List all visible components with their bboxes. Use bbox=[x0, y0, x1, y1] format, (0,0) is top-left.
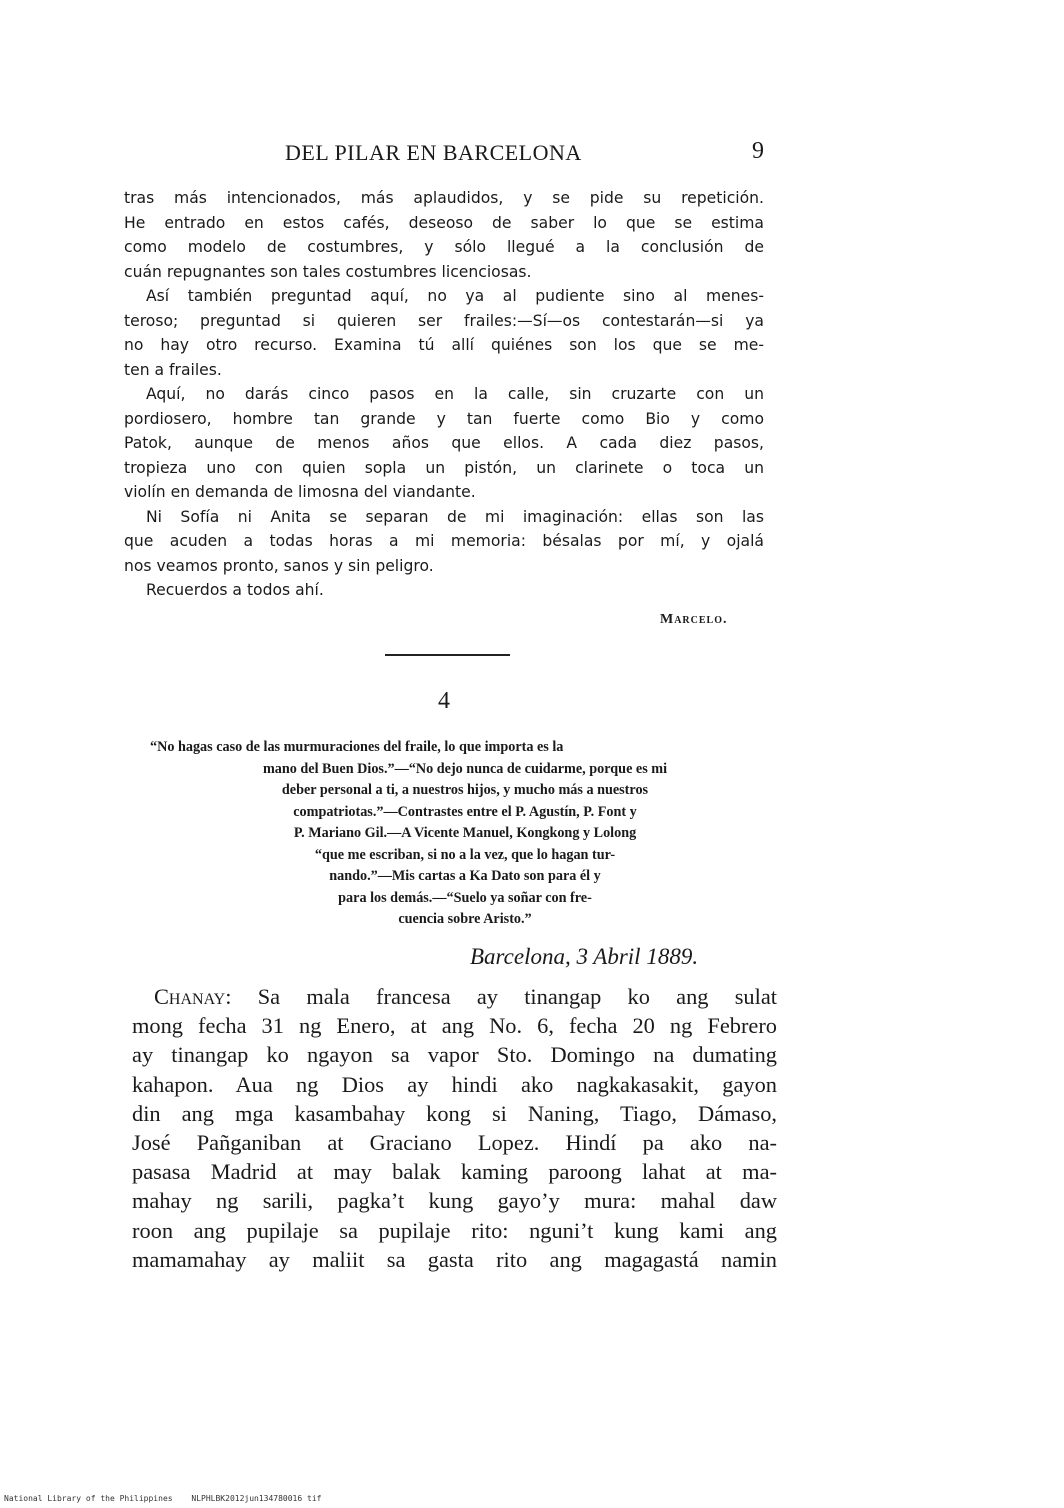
text-line: kahapon. Aua ng Dios ay hindi ako nagkakasakit, gayon bbox=[132, 1071, 777, 1097]
first-line-text: Sa mala francesa ay tinangap ko ang sulat bbox=[257, 984, 777, 1009]
text-line: mahay ng sarili, pagka’t kung gayo’y mura: mahal daw bbox=[132, 1188, 777, 1214]
summary-line: “No hagas caso de las murmuraciones del fraile, lo que importa es la bbox=[150, 739, 564, 755]
text-line: He entrado en estos cafés, deseoso de saber lo que se estima bbox=[124, 213, 764, 232]
text-line: din ang mga kasambahay kong si Naning, Tiago, Dámaso, bbox=[132, 1100, 777, 1126]
text-line: pasasa Madrid at may balak kaming paroong lahat at ma- bbox=[132, 1159, 777, 1185]
section-divider bbox=[385, 654, 510, 656]
letter-summary bbox=[150, 737, 780, 931]
text-line: Recuerdos a todos ahí. bbox=[146, 581, 324, 599]
previous-letter-text bbox=[124, 186, 764, 603]
text-line: roon ang pupilaje sa pupilaje rito: nguni’t kung kami ang bbox=[132, 1217, 777, 1243]
paragraph bbox=[124, 382, 764, 505]
text-line: ay tinangap ko ngayon sa vapor Sto. Domingo na dumating bbox=[132, 1042, 777, 1068]
text-line: Ni Sofía ni Anita se separan de mi imaginación: ellas son las bbox=[146, 507, 764, 526]
text-line: tropieza uno con quien sopla un pistón, un clarinete o toca un bbox=[124, 458, 764, 477]
text-line: José Pañganiban at Graciano Lopez. Hindí pa ako na- bbox=[132, 1130, 777, 1156]
text-line: nos veamos pronto, sanos y sin peligro. bbox=[124, 556, 434, 575]
text-line: no hay otro recurso. Examina tú allí quiénes son los que se me- bbox=[124, 336, 764, 354]
summary-line: cuencia sobre Aristo.” bbox=[398, 911, 532, 927]
library-credit: National Library of the Philippines bbox=[4, 1494, 173, 1503]
text-line: ten a frailes. bbox=[124, 360, 222, 379]
summary-line: mano del Buen Dios.”—“No dejo nunca de cuidarme, porque es mi bbox=[262, 760, 668, 777]
text-line: que acuden a todas horas a mi memoria: bésalas por mí, y ojalá bbox=[124, 532, 764, 550]
text-line: pordiosero, hombre tan grande y tan fuerte como Bio y como bbox=[124, 409, 764, 428]
salutation: Chanay: bbox=[154, 984, 232, 1009]
text-line: como modelo de costumbres, y sólo llegué a la conclusión de bbox=[124, 238, 764, 256]
scan-footer bbox=[4, 1494, 335, 1503]
text-line: mamamahay ay maliit sa gasta rito ang magagastá namin bbox=[132, 1246, 777, 1272]
paragraph bbox=[124, 505, 764, 579]
signature: Marcelo. bbox=[660, 612, 728, 627]
running-head: DEL PILAR EN BARCELONA bbox=[285, 140, 582, 165]
text-line: Aquí, no darás cinco pasos en la calle, sin cruzarte con un bbox=[146, 385, 764, 403]
paragraph bbox=[124, 186, 764, 284]
summary-line: deber personal a ti, a nuestros hijos, y mucho más a nuestros bbox=[281, 782, 649, 798]
summary-line: para los demás.—“Suelo ya soñar con fre- bbox=[338, 889, 592, 906]
text-line: Patok, aunque de menos años que ellos. A cada diez pasos, bbox=[124, 434, 764, 452]
summary-line: P. Mariano Gil.—A Vicente Manuel, Kongkong y Lolong bbox=[293, 825, 637, 841]
page-number: 9 bbox=[752, 138, 764, 164]
text-line: Así también preguntad aquí, no ya al pudiente sino al menes- bbox=[146, 287, 764, 305]
text-line: cuán repugnantes son tales costumbres licenciosas. bbox=[124, 262, 532, 281]
paragraph bbox=[124, 284, 764, 382]
paragraph bbox=[124, 578, 764, 603]
scan-id: NLPHLBK2012jun134780016 tif bbox=[191, 1494, 322, 1503]
text-line: tras más intencionados, más aplaudidos, y se pide su repetición. bbox=[124, 189, 764, 207]
current-letter-text bbox=[132, 982, 777, 1274]
text-line: mong fecha 31 ng Enero, at ang No. 6, fecha 20 ng Febrero bbox=[132, 1013, 777, 1039]
text-line bbox=[132, 982, 777, 1011]
text-line: violín en demanda de limosna del viandante. bbox=[124, 483, 476, 501]
summary-line: nando.”—Mis cartas a Ka Dato son para él y bbox=[329, 868, 601, 884]
letter-number: 4 bbox=[438, 688, 450, 714]
dateline: Barcelona, 3 Abril 1889. bbox=[470, 944, 699, 969]
summary-line: compatriotas.”—Contrastes entre el P. Agustín, P. Font y bbox=[293, 803, 637, 820]
summary-line: “que me escriban, si no a la vez, que lo hagan tur- bbox=[314, 846, 616, 863]
text-line: teroso; preguntad si quieren ser frailes:—Sí—os contestarán—si ya bbox=[124, 311, 764, 330]
